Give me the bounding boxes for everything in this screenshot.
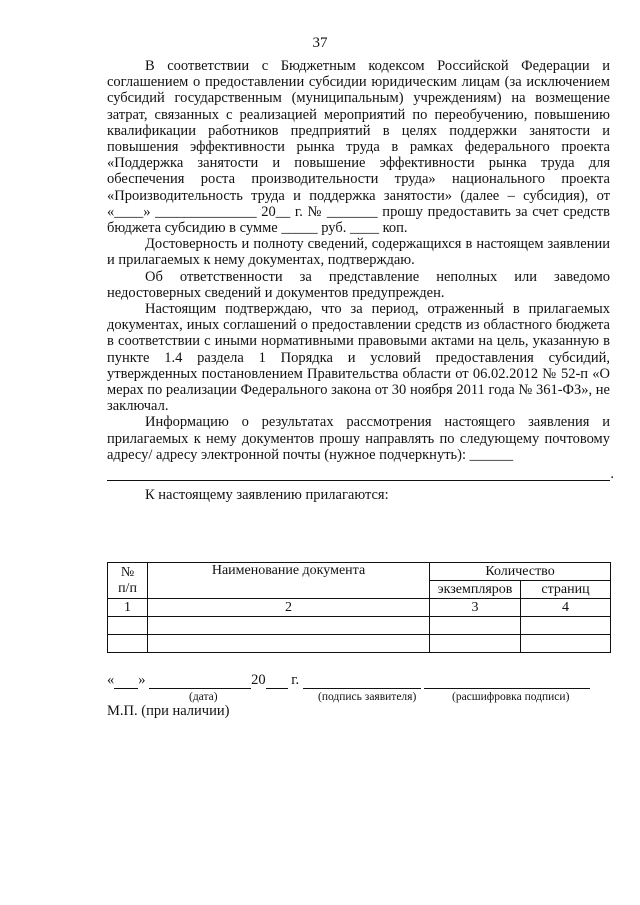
document-body (107, 58, 614, 504)
table-cell: 1 (108, 599, 148, 617)
signature-decode-blank[interactable] (424, 674, 590, 689)
address-blank-line (107, 463, 614, 483)
stamp-note: М.П. (при наличии) (107, 703, 230, 719)
table-cell[interactable] (521, 635, 611, 653)
table-cell: 2 (148, 599, 430, 617)
day-blank[interactable] (114, 674, 138, 689)
attachments-table (107, 562, 611, 653)
signature-block (107, 672, 610, 707)
table-cell[interactable] (148, 617, 430, 635)
address-line-end: . (610, 466, 614, 483)
date-close-quote: » (138, 672, 146, 688)
paragraph-attachments: К настоящему заявлению прилагаются: (145, 487, 389, 504)
table-cell[interactable] (108, 635, 148, 653)
table-index-row (108, 599, 611, 617)
year-prefix: 20 (251, 672, 266, 688)
table-row (108, 617, 611, 635)
table-cell[interactable] (108, 617, 148, 635)
header-number (108, 563, 148, 599)
paragraph-address: Информацию о результатах рассмотрения настоящего заявления и прилагаемых к нему документов прошу направлять по следующему почтовому адресу/ адресу электронной почты (нужное подчеркнуть): ______ (107, 414, 610, 463)
table-row (108, 635, 611, 653)
applicant-signature-blank[interactable] (303, 674, 421, 689)
table-cell[interactable] (521, 617, 611, 635)
table-cell: 4 (521, 599, 611, 617)
header-document-name (148, 563, 430, 599)
header-number-line2: п/п (118, 580, 137, 596)
caption-decode: (расшифровка подписи) (452, 691, 570, 703)
header-quantity: Количество (430, 563, 611, 581)
year-blank[interactable] (266, 674, 288, 689)
table-cell[interactable] (148, 635, 430, 653)
paragraph-no-agreements: Настоящим подтверждаю, что за период, отраженный в прилагаемых документах, иных соглашений о предоставлении средств из областного бюджета в соответствии с иными нормативными правовыми актами на цель, указанную в пункте 1.4 раздела 1 Порядка и условий предоставления субсидий, утвержденных постановлением Правительства области от 06.02.2012 № 52-п «О мерах по реализации Федерального закона от 30 ноября 2011 года № 361-ФЗ», не заключал. (107, 301, 610, 415)
header-document-name-text: Наименование документа (211, 563, 366, 578)
month-blank[interactable] (149, 674, 251, 689)
caption-signature: (подпись заявителя) (318, 691, 417, 703)
table-header-row (108, 563, 611, 581)
caption-date: (дата) (189, 691, 218, 703)
table-cell[interactable] (430, 635, 521, 653)
header-pages: страниц (521, 581, 611, 599)
page-number: 37 (312, 35, 328, 51)
header-copies: экземпляров (430, 581, 521, 599)
table-cell[interactable] (430, 617, 521, 635)
date-open-quote: « (107, 672, 115, 688)
table-cell: 3 (430, 599, 521, 617)
paragraph-responsibility: Об ответственности за представление неполных или заведомо недостоверных сведений и документов предупрежден. (107, 268, 610, 301)
paragraph-confirmation: Достоверность и полноту сведений, содержащихся в настоящем заявлении и прилагаемых к нему документах, подтверждаю. (107, 236, 610, 269)
signature-line (107, 672, 610, 689)
paragraph-request: В соответствии с Бюджетным кодексом Российской Федерации и соглашением о предоставлении субсидии юридическим лицам (за исключением субсидий государственным (муниципальным) учреждениям) на возмещение затрат, связанных с реализацией мероприятий по переобучению, повышению квалификации работников предприятий в целях поддержки занятости и повышения эффективности рынка труда в рамках федерального проекта «Поддержка занятости и повышение эффективности рынка труда для обеспечения роста производительности труда» национального проекта «Производительность труда и поддержка занятости» (далее – субсидия), от «____» ______________ 20__ г. № _______ прошу предоставить за счет средств бюджета субсидию в сумме _____ руб. ____ коп. (107, 58, 610, 237)
header-number-line1: № (120, 564, 135, 580)
year-suffix: г. (291, 672, 300, 688)
